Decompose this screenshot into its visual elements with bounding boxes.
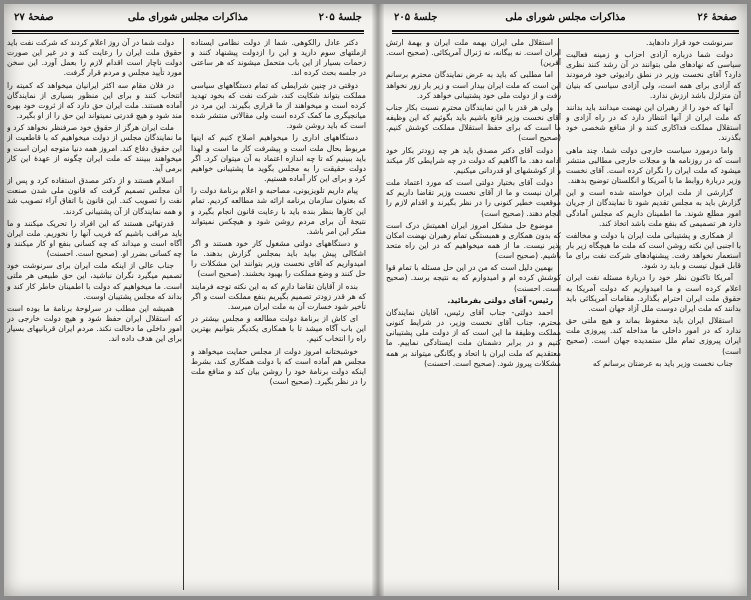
paragraph: گزارشی از ملت ایران خواسته شده است و این گزارش باید به مجلس تقدیم شود تا نمایندگان از جریان امور مطلع شوند. ما اطمینان داریم که مجلس آمادگی دارد هر تصمیمی که بنفع ملت باشد اتخاذ کند. <box>566 188 741 228</box>
paragraph: اسلام هستند و از دکتر مصدق استفاده کرد و پس از آن مجلس تصمیم گرفت که قانون ملی شدن صنعت نفت را تصویب کند. این قانون با اتفاق آراء تصویب شد و همه نمایندگان از آن پشتیبانی کردند. <box>7 176 182 216</box>
page-number: صفحهٔ ۲۶ <box>697 12 737 23</box>
right-page-header <box>394 12 737 28</box>
right-page <box>384 4 747 596</box>
paragraph: پیام داریم تلویزیونی، مصاحبه و اعلام برنامهٔ دولت را که بعنوان سازمان برنامه ارائه شد مطالعه کردیم. تمام این کارها بنظر بنده باید با رعایت قانون انجام بگیرد و نتیجهٔ آن برای مردم روشن شود و هیچکس نمیتواند منکر این امر باشد. <box>191 186 366 236</box>
paragraph: ملت ایران هرگز از حقوق خود صرفنظر نخواهد کرد و ما نمایندگان مجلس از دولت میخواهیم که با قاطعیت از این حقوق دفاع کند. امروز همه دنیا متوجه ایران است و میخواهند ببینند که ملت ایران چگونه از عهدهٔ این کار برمی آید. <box>7 123 182 173</box>
header-rule-thin <box>12 33 364 34</box>
left-page <box>4 4 372 596</box>
page-number: صفحهٔ ۲۷ <box>14 12 54 23</box>
text-column-right <box>191 38 366 590</box>
paragraph: دکتر عادل رالکوهی. شما از دولت نظامی ایستاده ازملتهای سوم دارید و این را ازدولت پیشنهاد کنند و زحمات بسیار از این باب متحمل میشوند که هر ساعتی در جلسه بحث کرده اند. <box>191 38 366 78</box>
text-column-right <box>566 38 741 590</box>
paragraph: آمریکا تاکنون نظر خود را دربارهٔ مسئله نفت ایران اعلام کرده است و ما امیدواریم که دولت آمریکا به حقوق ملت ایران احترام بگذارد. مقامات آمریکائی باید بدانند که ملت ایران دوست ملل آزاد جهان است. <box>566 273 741 313</box>
book-spread <box>4 4 747 596</box>
paragraph: و دستگاههای دولتی مشغول کار خود هستند و اگر اشکالی پیش بیاید باید بمجلس گزارش بدهند. ما امیدواریم که آقای نخست وزیر بتوانند این مشکلات را حل کنند و وضع مملکت را بهبود بخشند. (صحیح است) <box>191 238 366 279</box>
header-rule-thin <box>392 33 739 34</box>
paragraph: دولت شما درباره آزادی احزاب و زمینه فعالیت سیاسی که نهادهای ملی بتوانند در آن رشد کنند نظری دارد؟ آقای نخست وزیر در نطق رادیوئی خود فرمودند که آزادی برای همه است، ولی آزادی سیاسی که بنیان آن متزلزل باشد ارزش ندارد. <box>566 50 741 100</box>
paragraph: استقلال ایران باید محفوظ بماند و هیچ ملتی حق ندارد که در امور داخلی ما مداخله کند. پیروزی ملت ایران پیروزی تمام ملل ستمدیده جهان است. (صحیح است) <box>566 316 741 356</box>
text-column-left <box>386 38 561 590</box>
paragraph: در فلان مقام سه اکثر ایرانیان میخواهد که کمیته را انتخاب کنند و برای این منظور بسیاری از نمایندگان آماده هستند. ملت ایران حق دارد که از ثروت خود بهره مند شود و هیچ قدرتی نمیتواند این حق را از او بگیرد. <box>7 80 182 121</box>
running-title: مذاکرات مجلس شورای ملی <box>127 12 249 23</box>
paragraph: بنده از آقایان تقاضا دارم که به این نکته توجه فرمایند که هر قدر زودتر تصمیم بگیریم بنفع مملکت است و اگر تأخیر شود خسارت آن به ملت ایران میرسد. <box>191 281 366 311</box>
paragraph: دولت شما در آن روز اعلام کردند که شرکت نفت باید حقوق ملت ایران را رعایت کند و در غیر این صورت دولت ناچار است اقدام لازم را بعمل آورد. این سخن مورد تأیید مجلس و مردم قرار گرفت. <box>7 38 182 78</box>
paragraph: سرنوشت خود قرار دادهاید. <box>646 38 733 47</box>
paragraph: واما درمورد سیاست خارجی دولت شما، چند ماهی است که در روزنامه ها و مجلات خارجی مطالبی منتشر میشود که ملت ایران را نگران کرده است. آقای نخست وزیر دربارهٔ روابط ما با آمریکا و انگلستان توضیح بدهند. <box>566 145 741 186</box>
paragraph: موضوع حل مشکل امروز ایران اهمیتش درک است که بدون همکاری و همبستگی تمام رهبران نهضت امکان پذیر نیست. ما از همه میخواهیم که در این راه متحد باشیم. (صحیح است) <box>386 220 561 261</box>
paragraph: بهمین دلیل است که من در این حل مسئله با تمام قوا کوشش کرده ام و امیدوارم که به نتیجه برسد. (صحیح است. احسنت) <box>386 263 561 293</box>
paragraph: دولت آقای بختیار دولتی است که مورد اعتماد ملت ایران نیست و ما از آقای نخست وزیر تقاضا داریم که موقعیت خطیر کنونی را در نظر بگیرند و اقدام لازم را انجام دهند. (صحیح است) <box>386 178 561 218</box>
header-rule <box>12 30 364 32</box>
paragraph: جناب عالی از اینکه ملت ایران برای سرنوشت خود تصمیم میگیرد نگران نباشید، این حق طبیعی هر ملتی است. ما میخواهیم که دولت با اطمینان خاطر کار کند و بداند که مجلس پشتیبان اوست. <box>7 261 182 301</box>
paragraph: دوقتی در چنین شرایطی که تمام دستگاههای سیاسی مملکت بتواند شکایت کند، شرکت نفت که بخود تهدید کرده است و میخواهند از ما قراری بگیرند. این مرد در میانجیگری ما کمک کرده است ولی مقالاتی منتشر شده است که باید روشن شود. <box>191 80 366 131</box>
column-divider <box>183 38 184 590</box>
paragraph: همیشه این مطلب در سرلوحهٔ برنامهٔ ما بوده است که استقلال ایران حفظ شود و هیچ دولت خارجی در امور داخلی ما دخالت نکند. مردم ایران قربانیهای بسیار برای این هدف داده اند. <box>7 303 182 344</box>
session-label: جلسهٔ ۲۰۵ <box>318 12 362 23</box>
paragraph: آنها که خود را از رهبران این نهضت میدانند باید بدانند که ملت ایران از آنها انتظار دارد که در راه آزادی و استقلال مملکت فداکاری کنند و از منافع شخصی خود بگذرند. <box>566 102 741 143</box>
paragraph: جناب نخست وزیر باید به عرضتان برسانم که <box>592 358 733 368</box>
paragraph: احمد دولتی- جناب آقای رئیس، آقایان نمایندگان محترم، جناب آقای نخست وزیر، در شرایط کنونی مملکت وظیفهٔ ما این است که از دولت ملی پشتیبانی کنیم و در برابر دشمنان ملت ایستادگی نماییم. ما معتقدیم که ملت ایران با اتحاد و یگانگی میتواند بر همه مشکلات پیروز شود. (صحیح است. احسنت) <box>386 307 561 368</box>
session-label: جلسهٔ ۲۰۵ <box>394 12 438 23</box>
running-title: مذاکرات مجلس شورای ملی <box>505 12 626 23</box>
paragraph: اما مطلبی که باید به عرض نمایندگان محترم برسانم این است که ملت ایران بیدار است و زیر بار زور نخواهد رفت و از دولت ملی خود پشتیبانی خواهد کرد. <box>386 70 561 100</box>
left-page-header <box>14 12 362 28</box>
paragraph: خوشبختانه امروز دولت از مجلس حمایت میخواهد و مجلس هم آماده است که با دولت همکاری کند، بشرط اینکه دولت برنامهٔ خود را روشن بیان کند و منافع ملت را در نظر بگیرد. (صحیح است) <box>191 346 366 386</box>
header-rule <box>392 30 739 32</box>
book-gutter <box>372 4 384 596</box>
paragraph: ولی هر قدر با این نمایندگان محترم نسبت بکار جناب آقای نخست وزیر قانع باشیم باید بگوئیم که این وظیفه ما است که برای حفظ استقلال مملکت کوشش کنیم. (صحیح است) <box>386 102 561 143</box>
paragraph: دولت آقای دکتر مصدق باید هر چه زودتر بکار خود ادامه دهد. ما آگاهیم که دولت در چه شرایطی کار میکند و از کوششهای او قدردانی میکنیم. <box>386 145 561 175</box>
paragraph: دستگاههای اداری را میخواهیم اصلاح کنیم که اینها مربوط بحال ملت است و پیشرفت کار ما است و لهذا باید ببینیم که تا چه اندازه اعتماد به آن میتوان کرد. اگر دولت حقیقت را به مجلس بگوید ما پشتیبانی خواهیم کرد و برای این کار آماده هستیم. <box>191 133 366 184</box>
speaker-line: رئیس- آقای دولتی بفرمائید. <box>447 295 553 305</box>
paragraph: قدرتهائی هستند که این افراد را تحریک میکنند و ما باید مراقب باشیم که فریب آنها را نخوریم. ملت ایران آگاه است و میداند که چه کسانی بنفع او کار میکنند و چه کسانی بضرر او. (صحیح است. احسنت) <box>7 218 182 259</box>
paragraph: ای کاش از برنامهٔ دولت مطالعه و مجلس بیشتر در این باب آگاه میشد تا با همکاری یکدیگر بتوانیم بهترین راه را انتخاب کنیم. <box>191 314 366 344</box>
paragraph: از همکاری و پشتیبانی ملت ایران با دولت و مخالفت با اجنبی این نکته روشن است که ملت ما هیچگاه زیر بار استعمار نخواهد رفت. پیشنهادهای شرکت نفت برای ما قابل قبول نیست و باید رد شود. <box>566 230 741 271</box>
text-column-left <box>7 38 182 590</box>
paragraph: استقلال ملی ایران بهمه ملت ایران و بهمهٔ ارتش ایران است. نه بیگانه، نه ژنرال آمریکائی. (صحیح است. آفرین) <box>386 38 561 68</box>
